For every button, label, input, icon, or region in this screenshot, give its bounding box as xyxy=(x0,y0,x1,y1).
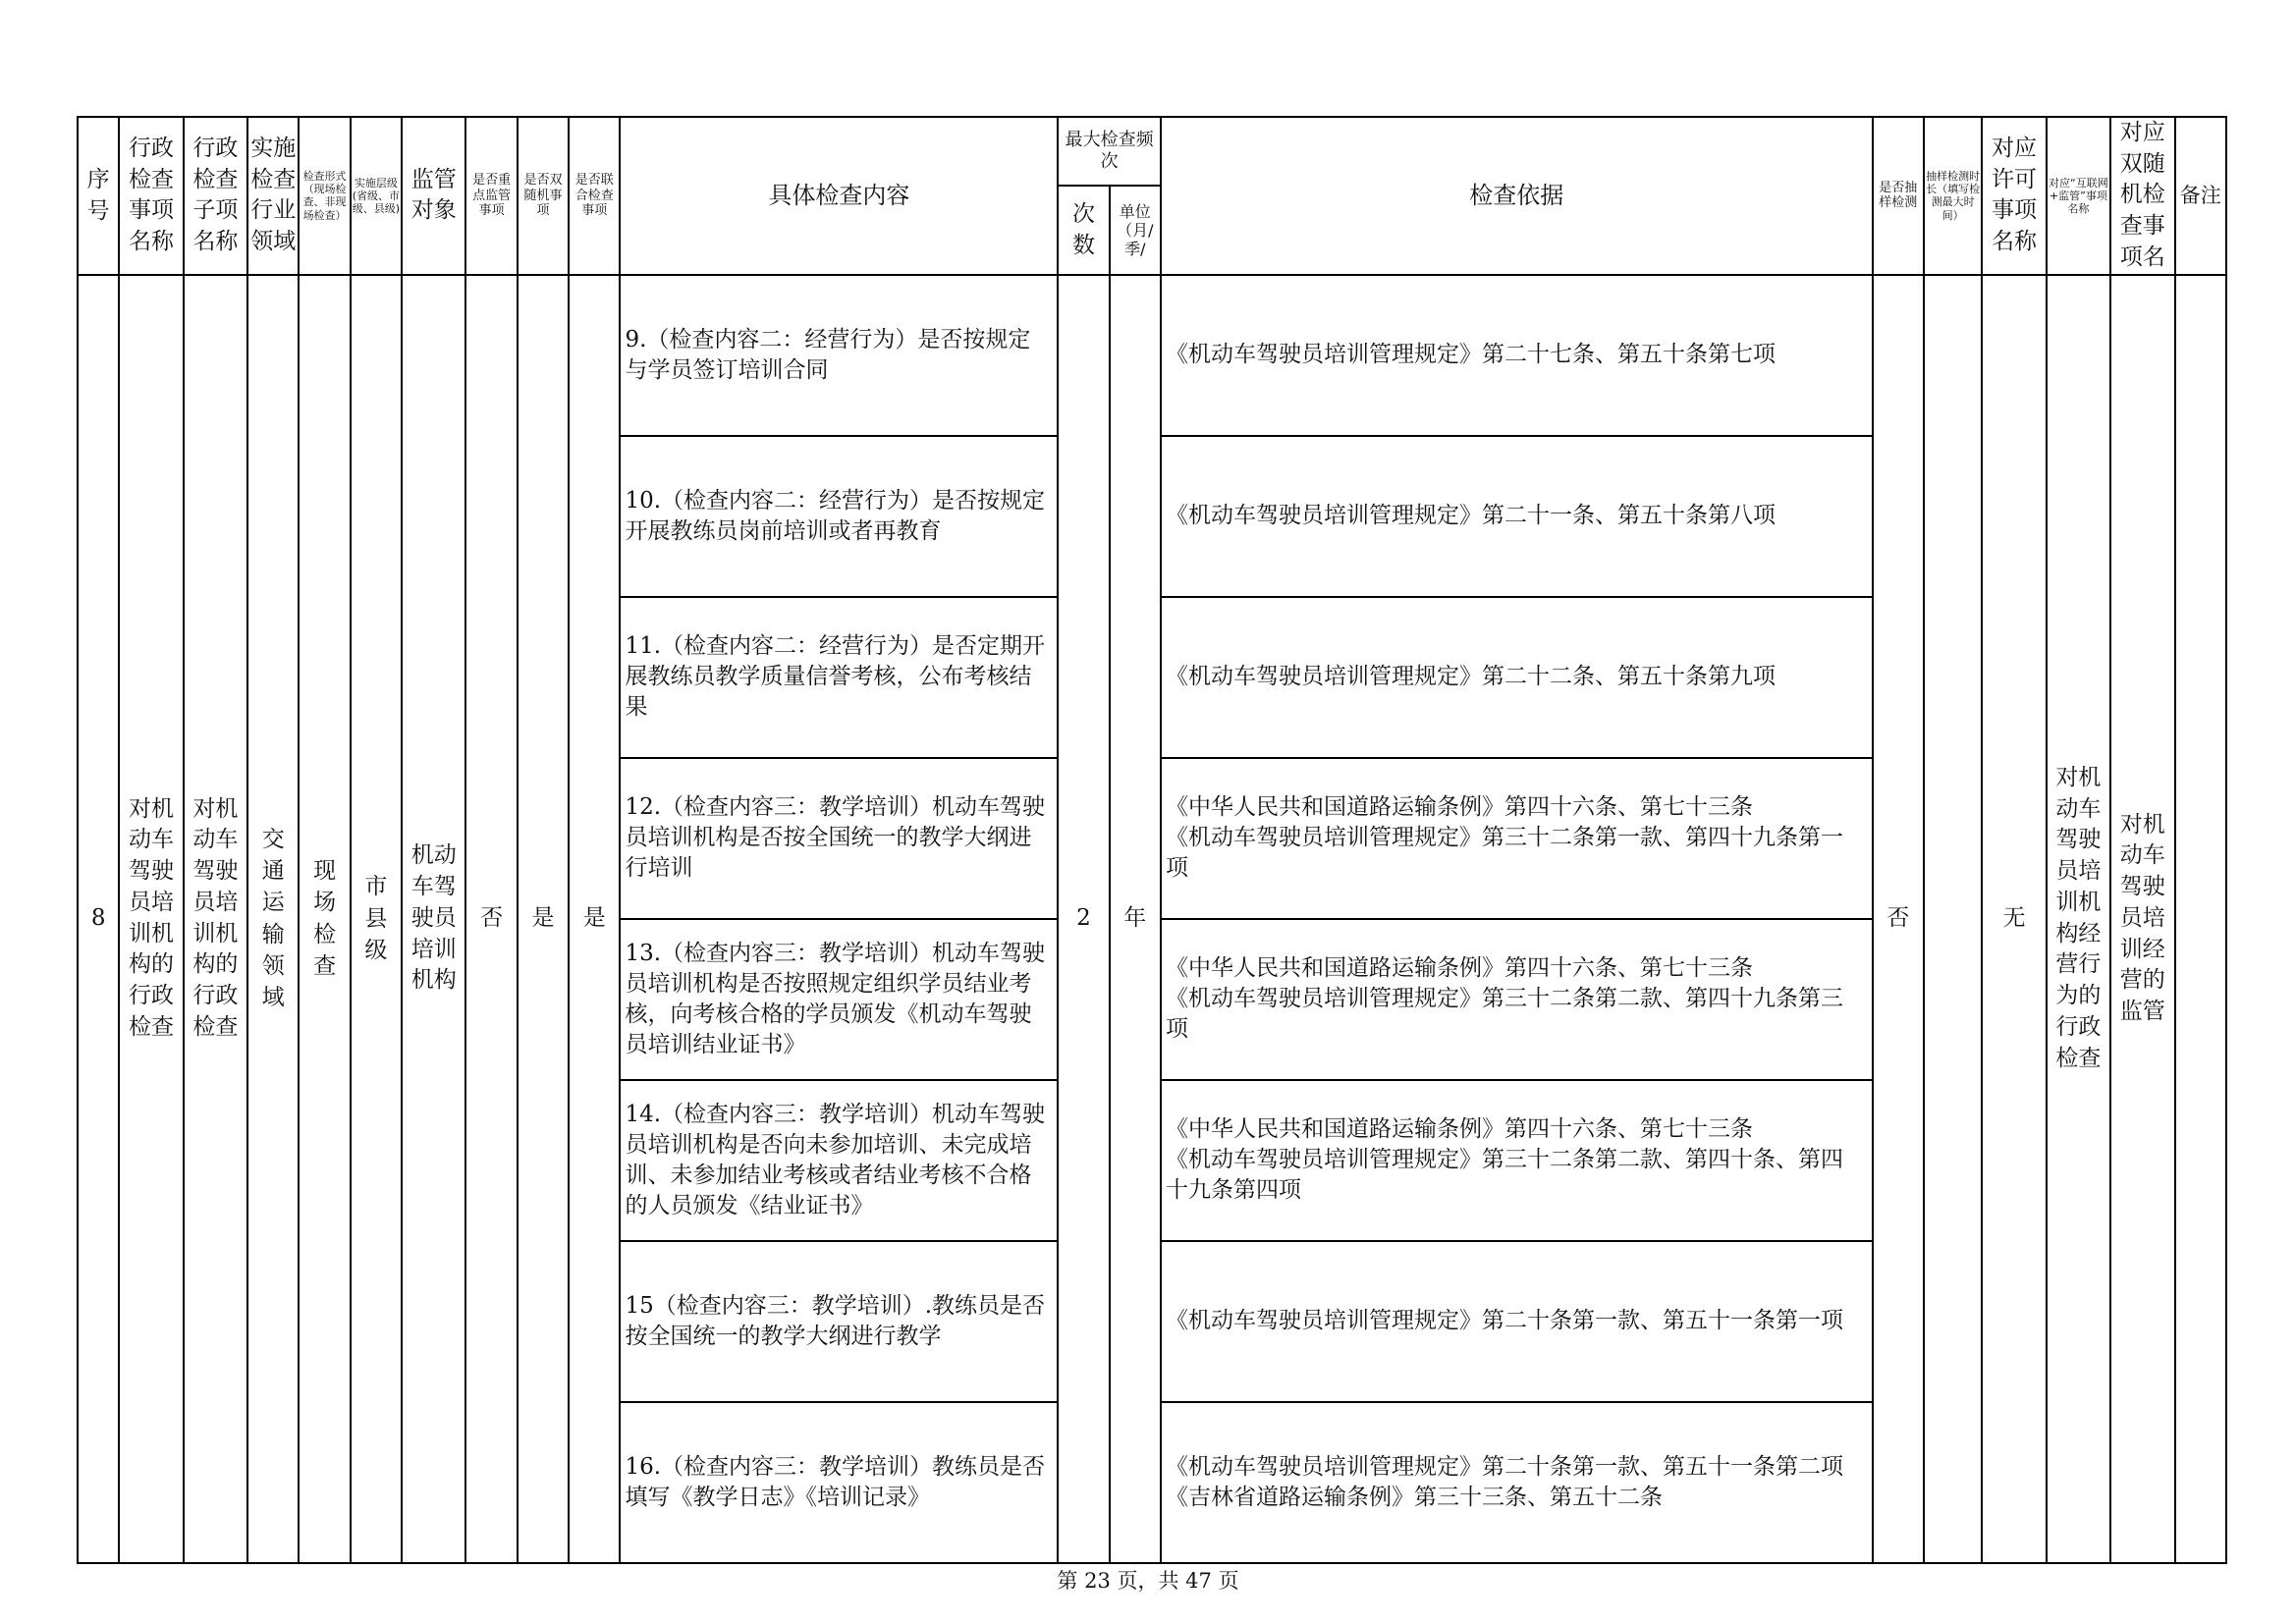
cell-key-item: 否 xyxy=(465,275,517,1563)
header-industry: 实施检查行业领域 xyxy=(247,117,299,275)
cell-sub-item-name: 对机动车驾驶员培训机构的行政检查 xyxy=(184,275,247,1563)
page-footer: 第 23 页，共 47 页 xyxy=(1057,1569,1239,1593)
cell-random-name: 对机动车驾驶员培训经营的监管 xyxy=(2110,275,2174,1563)
header-times: 次数 xyxy=(1058,186,1109,275)
cell-sampling-time xyxy=(1924,275,1982,1563)
cell-joint-item: 是 xyxy=(569,275,620,1563)
header-content: 具体检查内容 xyxy=(620,117,1058,275)
header-level: 实施层级(省级、市级、县级) xyxy=(351,117,402,275)
header-basis: 检查依据 xyxy=(1161,117,1873,275)
cell-random-item: 是 xyxy=(518,275,569,1563)
basis-item: 《机动车驾驶员培训管理规定》第二十二条、第五十条第九项 xyxy=(1162,597,1872,758)
basis-item: 《机动车驾驶员培训管理规定》第二十七条、第五十条第七项 xyxy=(1162,276,1872,436)
cell-item-name: 对机动车驾驶员培训机构的行政检查 xyxy=(119,275,183,1563)
basis-item: 《中华人民共和国道路运输条例》第四十六条、第七十三条 《机动车驾驶员培训管理规定》第三十二条第二款、第四十条、第四十九条第四项 xyxy=(1162,1080,1872,1241)
header-sub-item-name: 行政检查子项名称 xyxy=(184,117,247,275)
header-random-name: 对应双随机检查事项名 xyxy=(2110,117,2174,275)
header-seq: 序号 xyxy=(78,117,119,275)
basis-item: 《中华人民共和国道路运输条例》第四十六条、第七十三条 《机动车驾驶员培训管理规定》第三十二条第一款、第四十九条第一项 xyxy=(1162,758,1872,919)
basis-item: 《机动车驾驶员培训管理规定》第二十一条、第五十条第八项 xyxy=(1162,436,1872,597)
cell-internet: 对机动车驾驶员培训机构经营行为的行政检查 xyxy=(2047,275,2110,1563)
cell-unit: 年 xyxy=(1110,275,1161,1563)
header-form: 检查形式（现场检查、非现场检查） xyxy=(299,117,350,275)
header-remark: 备注 xyxy=(2175,117,2227,275)
header-random-item: 是否双随机事项 xyxy=(518,117,569,275)
cell-basis-list xyxy=(1161,275,1873,1563)
content-item: 11.（检查内容二：经营行为）是否定期开展教练员教学质量信誉考核，公布考核结果 xyxy=(621,597,1057,758)
header-item-name: 行政检查事项名称 xyxy=(119,117,183,275)
header-key-item: 是否重点监管事项 xyxy=(465,117,517,275)
cell-license: 无 xyxy=(1982,275,2046,1563)
cell-industry: 交通运输领域 xyxy=(247,275,299,1563)
cell-target: 机动车驾驶员培训机构 xyxy=(402,275,465,1563)
basis-item: 《机动车驾驶员培训管理规定》第二十条第一款、第五十一条第二项 《吉林省道路运输条例》第三十三条、第五十二条 xyxy=(1165,1453,1843,1510)
content-item: 15（检查内容三：教学培训）.教练员是否按全国统一的教学大纲进行教学 xyxy=(621,1241,1057,1402)
header-max-freq: 最大检查频次 xyxy=(1058,117,1161,186)
header-target: 监管对象 xyxy=(402,117,465,275)
content-item: 14.（检查内容三：教学培训）机动车驾驶员培训机构是否向未参加培训、未完成培训、未参加结业考核或者结业考核不合格的人员颁发《结业证书》 xyxy=(621,1080,1057,1241)
cell-content-list xyxy=(620,275,1058,1563)
cell-seq: 8 xyxy=(78,275,119,1563)
header-joint-item: 是否联合检查事项 xyxy=(569,117,620,275)
cell-level: 市县级 xyxy=(351,275,402,1563)
content-item: 16.（检查内容三：教学培训）教练员是否填写《教学日志》《培训记录》 xyxy=(625,1453,1046,1510)
header-unit: 单位（月/季/ xyxy=(1110,186,1161,275)
content-item: 12.（检查内容三：教学培训）机动车驾驶员培训机构是否按全国统一的教学大纲进行培训 xyxy=(621,758,1057,919)
content-item: 9.（检查内容二：经营行为）是否按规定与学员签订培训合同 xyxy=(621,276,1057,436)
header-license: 对应许可事项名称 xyxy=(1982,117,2046,275)
inspection-table xyxy=(77,116,2227,1564)
header-internet: 对应“互联网+监管”事项名称 xyxy=(2047,117,2110,275)
basis-item: 《中华人民共和国道路运输条例》第四十六条、第七十三条 《机动车驾驶员培训管理规定》第三十二条第二款、第四十九条第三项 xyxy=(1162,919,1872,1080)
header-sampling: 是否抽样检测 xyxy=(1873,117,1924,275)
cell-remark xyxy=(2175,275,2227,1563)
basis-item: 《机动车驾驶员培训管理规定》第二十条第一款、第五十一条第一项 xyxy=(1162,1241,1872,1402)
cell-times: 2 xyxy=(1058,275,1109,1563)
cell-sampling: 否 xyxy=(1873,275,1924,1563)
cell-form: 现场检查 xyxy=(299,275,350,1563)
header-sampling-time: 抽样检测时长（填写检测最大时间） xyxy=(1924,117,1982,275)
content-item: 10.（检查内容二：经营行为）是否按规定开展教练员岗前培训或者再教育 xyxy=(621,436,1057,597)
content-item: 13.（检查内容三：教学培训）机动车驾驶员培训机构是否按照规定组织学员结业考核，向考核合格的学员颁发《机动车驾驶员培训结业证书》 xyxy=(621,919,1057,1080)
